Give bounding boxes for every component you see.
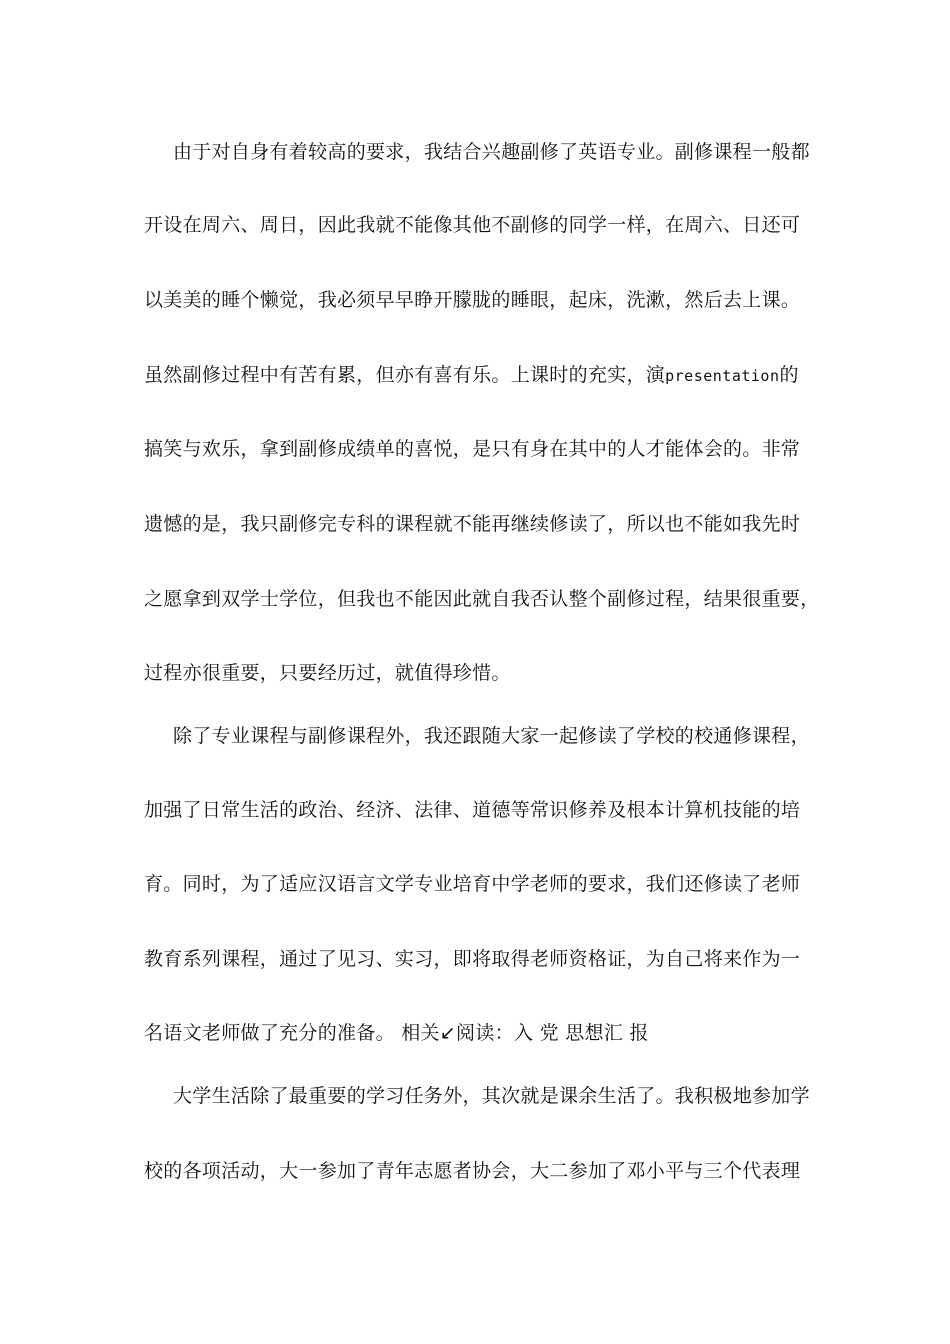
line-4-text-before: 虽然副修过程中有苦有累，但亦有喜有乐。上课时的充实，演: [144, 364, 666, 386]
paragraph-2-line-1: 除了专业课程与副修课程外，我还跟随大家一起修读了学校的校通修课程，: [173, 725, 810, 747]
paragraph-2-line-2: 加强了日常生活的政治、经济、法律、道德等常识修养及根本计算机技能的培: [144, 799, 801, 821]
paragraph-2-line-5: 名语文老师做了充分的准备。 相关↙阅读：入 党 思想汇 报: [144, 1022, 649, 1044]
paragraph-2-line-4: 教育系列课程，通过了见习、实习，即将取得老师资格证，为自己将来作为一: [144, 948, 801, 970]
paragraph-1-line-3: 以美美的睡个懒觉，我必须早早睁开朦胧的睡眼，起床，洗漱，然后去上课。: [144, 289, 801, 311]
paragraph-2-line-3: 育。同时，为了适应汉语言文学专业培育中学老师的要求，我们还修读了老师: [144, 873, 801, 895]
paragraph-1-line-5: 搞笑与欢乐，拿到副修成绩单的喜悦，是只有身在其中的人才能体会的。非常: [144, 438, 801, 460]
paragraph-1-line-2: 开设在周六、周日，因此我就不能像其他不副修的同学一样，在周六、日还可: [144, 214, 801, 236]
paragraph-3-line-2: 校的各项活动，大一参加了青年志愿者协会，大二参加了邓小平与三个代表理: [144, 1160, 801, 1182]
paragraph-1-line-6: 遗憾的是，我只副修完专科的课程就不能再继续修读了，所以也不能如我先时: [144, 513, 801, 535]
paragraph-1-line-1: 由于对自身有着较高的要求，我结合兴趣副修了英语专业。副修课程一般都: [173, 141, 810, 163]
paragraph-1-line-7: 之愿拿到双学士学位，但我也不能因此就自我否认整个副修过程，结果很重要，: [144, 588, 820, 610]
paragraph-1-line-4: [144, 363, 824, 388]
paragraph-1-line-8: 过程亦很重要，只要经历过，就值得珍惜。: [144, 662, 511, 684]
paragraph-3-line-1: 大学生活除了最重要的学习任务外，其次就是课余生活了。我积极地参加学: [173, 1085, 810, 1107]
line-4-text-after: 的: [779, 364, 799, 386]
presentation-word: presentation: [665, 367, 780, 385]
